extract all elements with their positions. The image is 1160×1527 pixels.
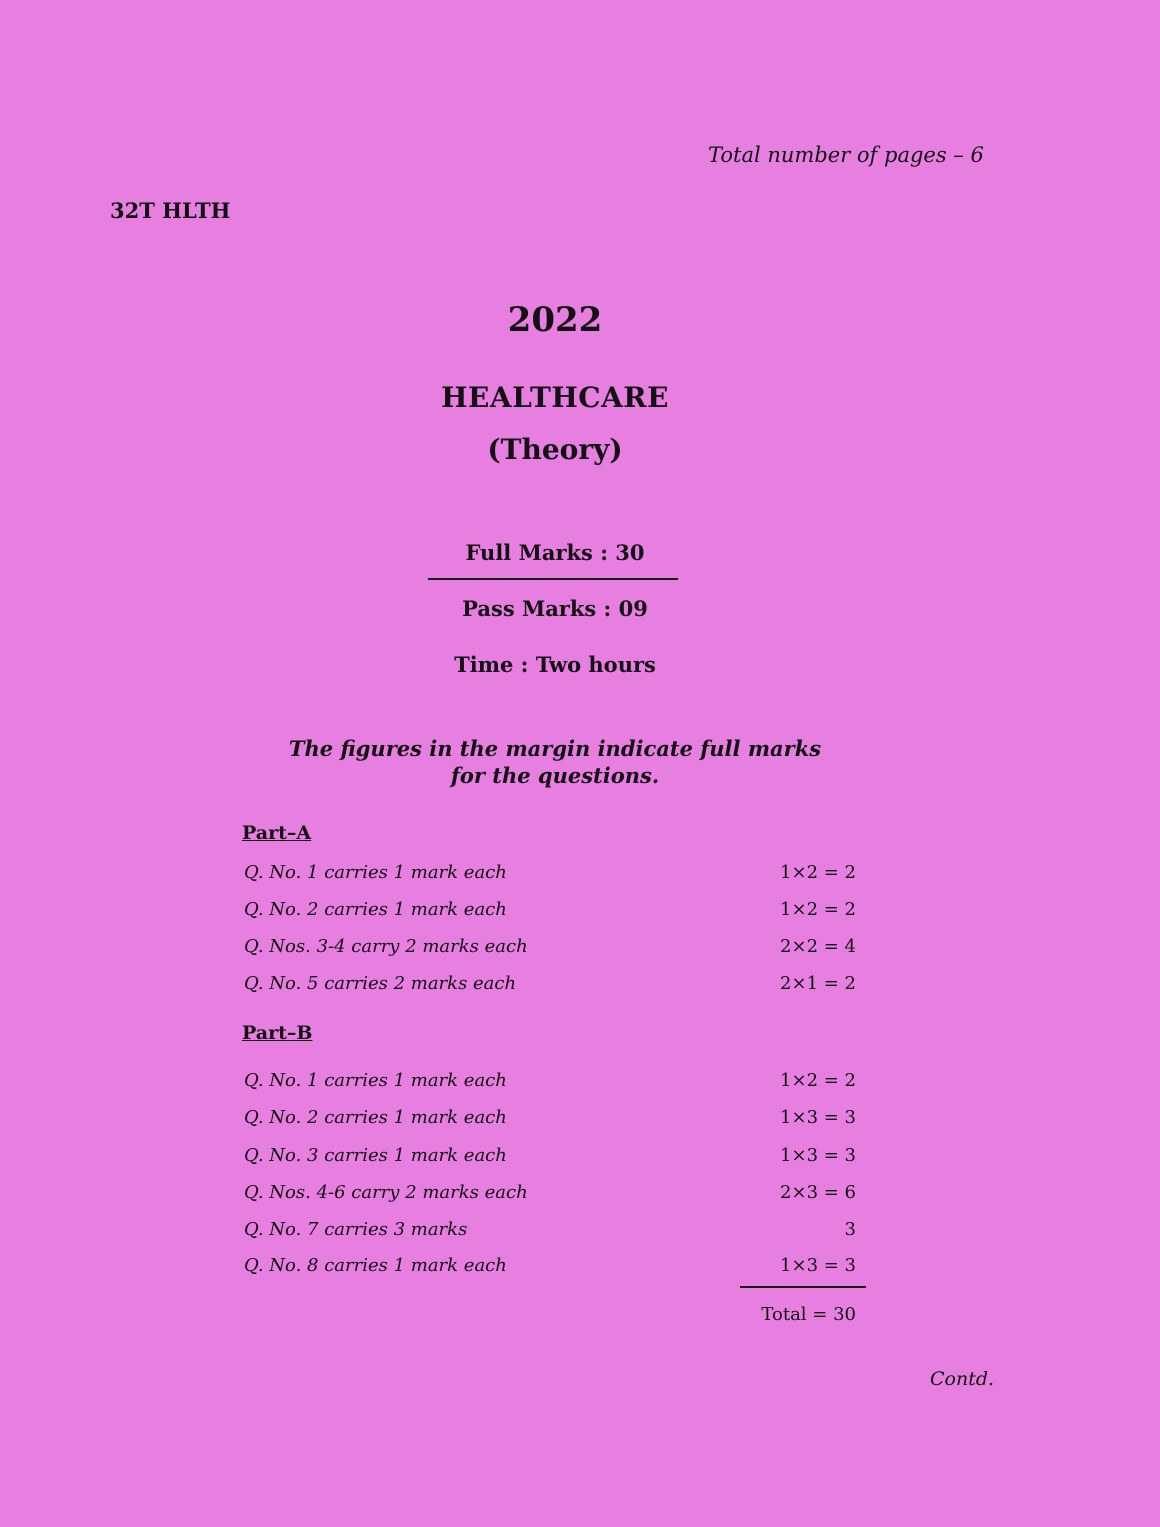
- marks-row: [244, 862, 856, 888]
- marks-row-question: Q. No. 2 carries 1 mark each: [244, 1107, 507, 1128]
- paper-code: 32T HLTH: [110, 198, 231, 223]
- marks-row-question: Q. No. 2 carries 1 mark each: [244, 899, 507, 920]
- instruction-line-1: The figures in the margin indicate full marks: [288, 736, 822, 761]
- marks-row-value: 1×2 = 2: [780, 1070, 856, 1091]
- marks-row: [244, 1219, 856, 1245]
- total-divider-line: [740, 1286, 866, 1288]
- total-pages-note: Total number of pages – 6: [708, 143, 984, 167]
- subject-title: HEALTHCARE: [441, 381, 669, 414]
- continued-note: Contd.: [930, 1368, 995, 1390]
- marks-row-value: 2×2 = 4: [780, 936, 856, 957]
- exam-time: Time : Two hours: [454, 652, 656, 677]
- marks-row-value: 1×2 = 2: [780, 899, 856, 920]
- exam-year: 2022: [507, 300, 603, 340]
- marks-row-question: Q. No. 1 carries 1 mark each: [244, 1070, 507, 1091]
- marks-row-value: 2×1 = 2: [780, 973, 856, 994]
- marks-row: [244, 1107, 856, 1133]
- instruction-line-2: for the questions.: [450, 763, 660, 788]
- marks-row-value: 1×3 = 3: [780, 1107, 856, 1128]
- marks-row-question: Q. No. 8 carries 1 mark each: [244, 1255, 507, 1276]
- marks-row-value: 1×3 = 3: [780, 1255, 856, 1276]
- marks-row: [244, 973, 856, 999]
- marks-row: [244, 1255, 856, 1281]
- marks-row: [244, 1070, 856, 1096]
- marks-row-question: Q. No. 3 carries 1 mark each: [244, 1145, 507, 1166]
- part-a-heading: Part–A: [242, 822, 312, 844]
- marks-row: [244, 1182, 856, 1208]
- total-marks: Total = 30: [761, 1304, 856, 1325]
- marks-row-question: Q. Nos. 3-4 carry 2 marks each: [244, 936, 528, 957]
- full-marks: Full Marks : 30: [465, 540, 645, 565]
- instructions: [0, 735, 1110, 789]
- marks-row-value: 1×2 = 2: [780, 862, 856, 883]
- marks-row-value: 1×3 = 3: [780, 1145, 856, 1166]
- paper-type: (Theory): [487, 433, 623, 466]
- marks-row-question: Q. No. 7 carries 3 marks: [244, 1219, 468, 1240]
- marks-row: [244, 1145, 856, 1171]
- pass-marks: Pass Marks : 09: [462, 596, 648, 621]
- marks-row-value: 2×3 = 6: [780, 1182, 856, 1203]
- marks-row-question: Q. Nos. 4-6 carry 2 marks each: [244, 1182, 528, 1203]
- marks-row: [244, 899, 856, 925]
- part-b-heading: Part–B: [242, 1022, 313, 1044]
- marks-row-value: 3: [844, 1219, 856, 1240]
- marks-row-question: Q. No. 5 carries 2 marks each: [244, 973, 517, 994]
- marks-row: [244, 936, 856, 962]
- divider-line: [428, 578, 678, 580]
- marks-row-question: Q. No. 1 carries 1 mark each: [244, 862, 507, 883]
